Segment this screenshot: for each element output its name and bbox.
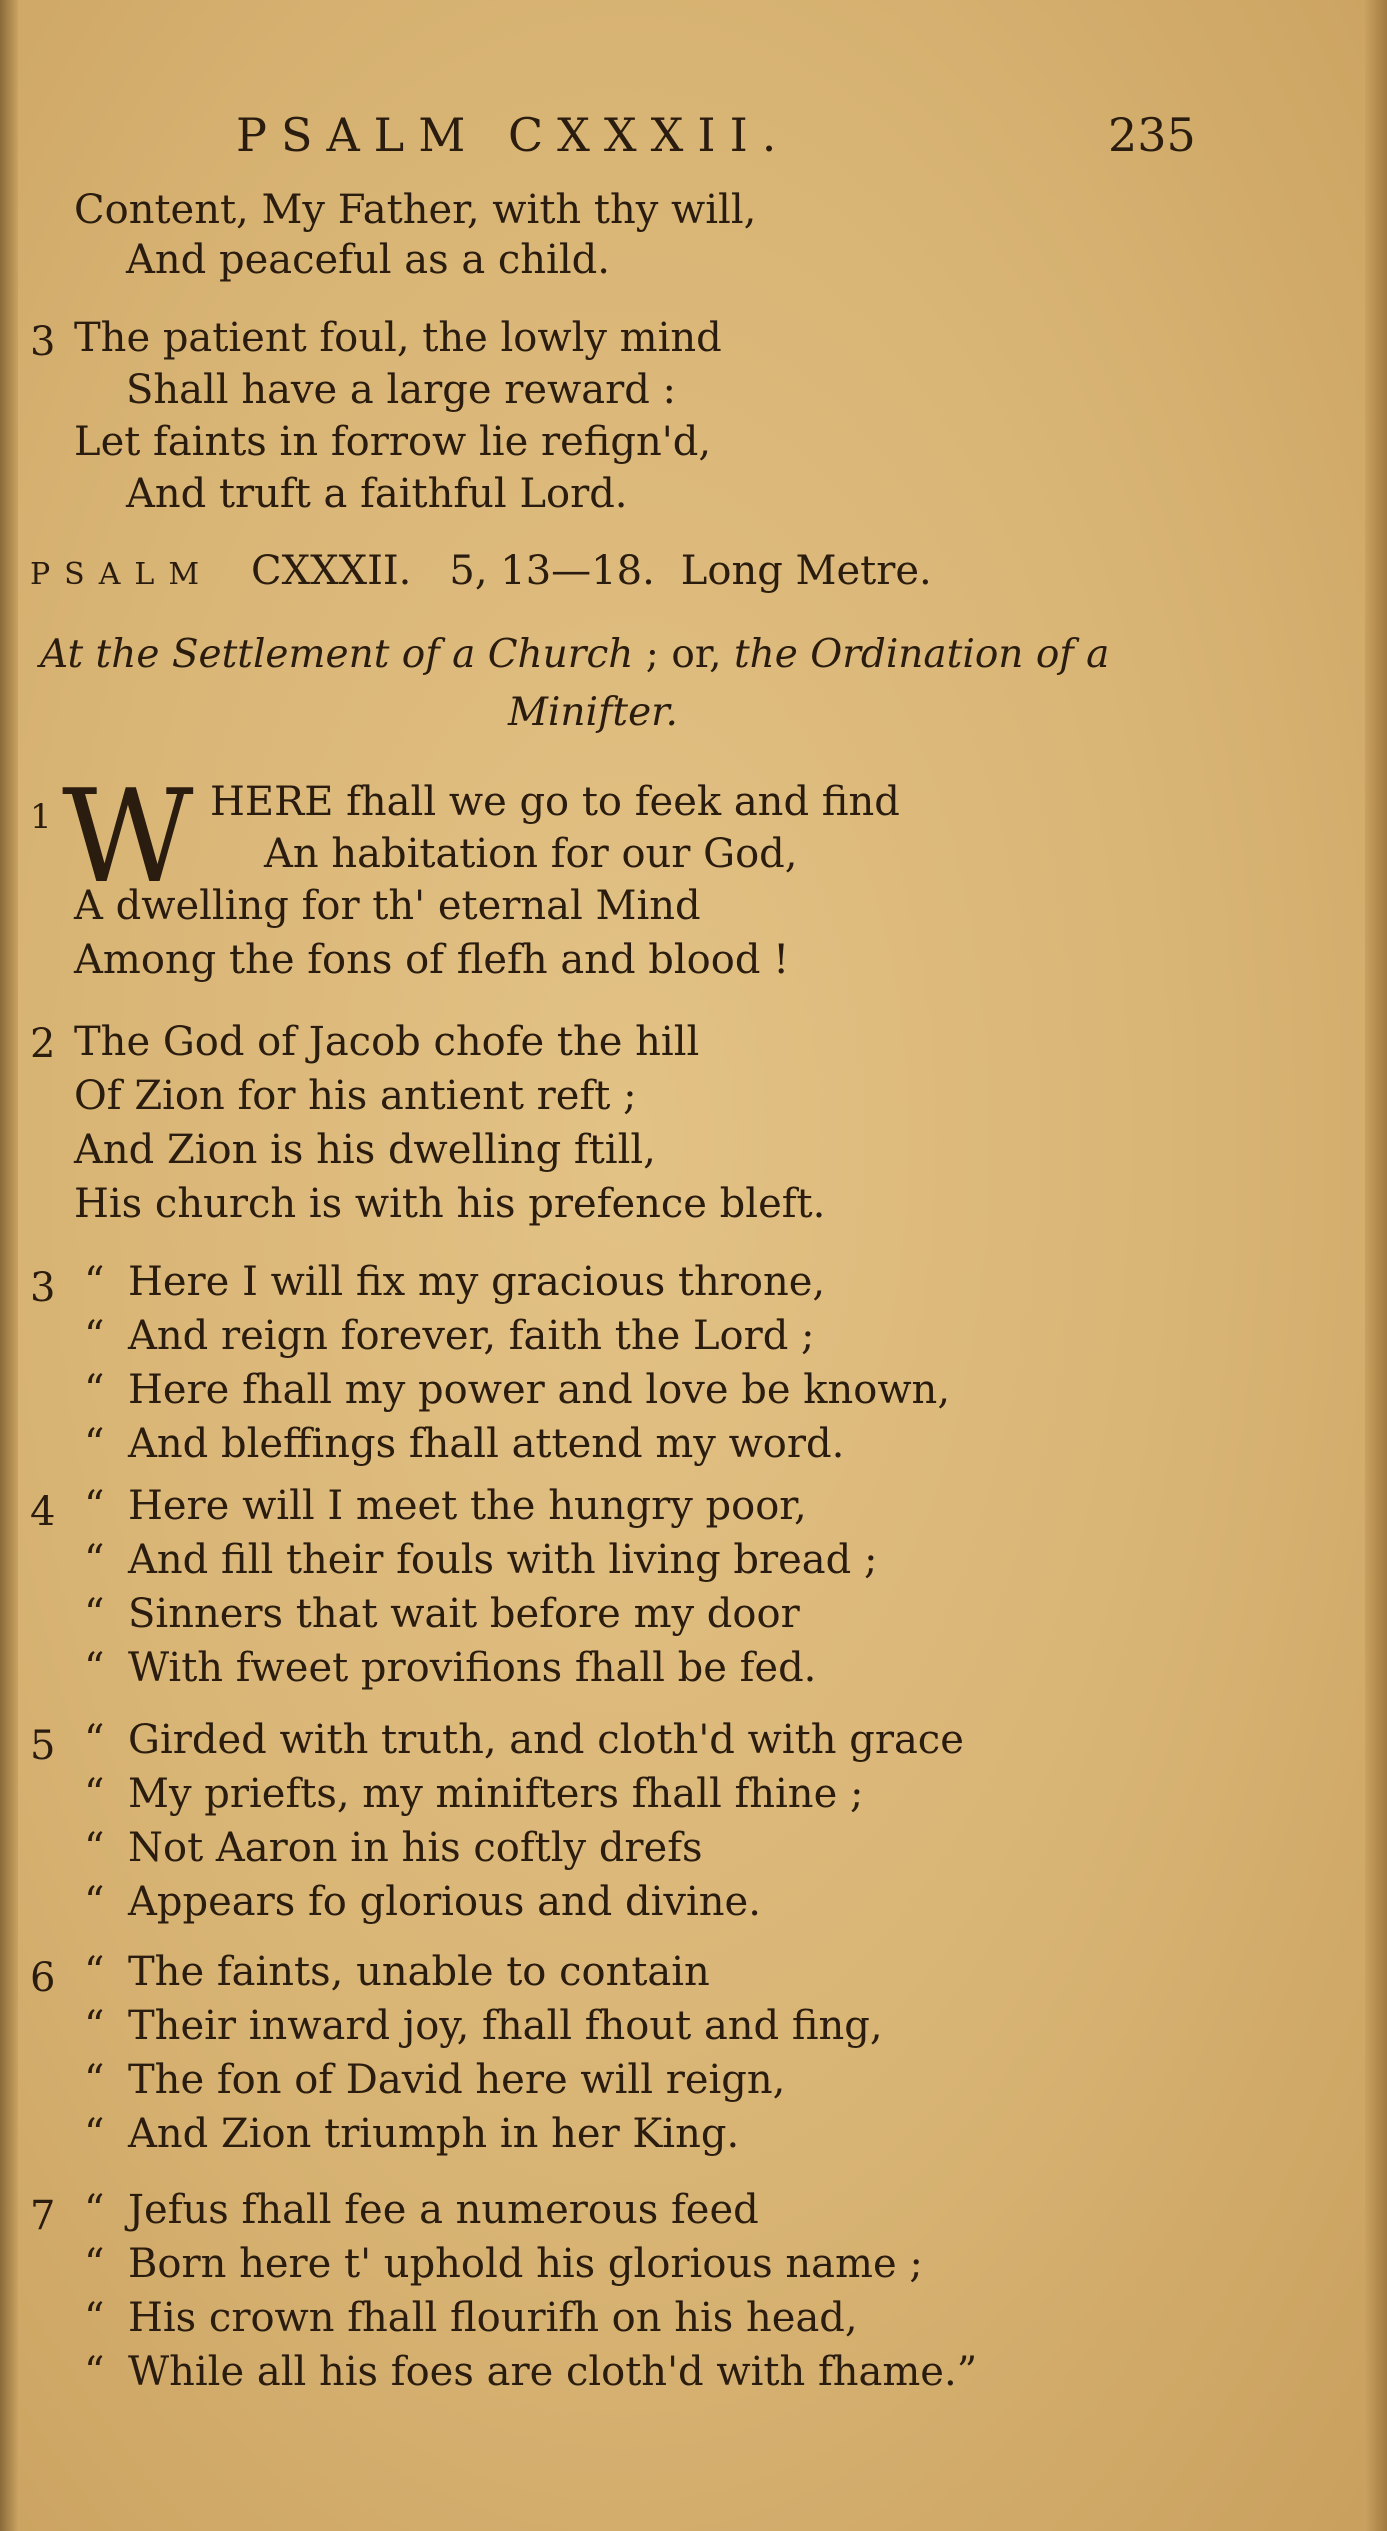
- open-quote: “: [84, 1771, 105, 1817]
- occasion-line-2: Minifter.: [508, 690, 678, 735]
- occasion-line-1: [40, 632, 1109, 677]
- stanza-4-line-4: “ With fweet provifions fhall be fed.: [84, 1645, 817, 1691]
- open-quote: “: [84, 2003, 105, 2049]
- open-quote: “: [84, 1259, 105, 1305]
- stanza-2-line-3: And Zion is his dwelling ftill,: [74, 1127, 656, 1173]
- open-quote: “: [84, 1645, 105, 1691]
- stanza-5-line-4: “ Appears fo glorious and divine.: [84, 1879, 761, 1925]
- stanza-7-line-3: “ His crown fhall flourifh on his head,: [84, 2295, 858, 2341]
- stanza-7-line-4: “ While all his foes are cloth'd with fhame.”: [84, 2349, 978, 2395]
- open-quote: “: [84, 1591, 105, 1637]
- stanza-6-line-3: “ The fon of David here will reign,: [84, 2057, 786, 2103]
- stanza-2-line-2: Of Zion for his antient reft ;: [74, 1073, 637, 1119]
- stanza-1-line-2: An habitation for our God,: [264, 831, 798, 877]
- running-title: PSALM CXXXII.: [236, 108, 791, 162]
- open-quote: “: [84, 1949, 105, 1995]
- verse-number: 1: [30, 797, 52, 837]
- stanza-1-line-3: A dwelling for th' eternal Mind: [74, 883, 701, 929]
- verse-number: 4: [30, 1489, 56, 1535]
- open-quote: “: [84, 2349, 105, 2395]
- open-quote: “: [84, 2295, 105, 2341]
- stanza-3-line-4: “ And bleffings fhall attend my word.: [84, 1421, 845, 1467]
- page-gutter: [0, 0, 18, 2531]
- verse-number: 2: [30, 1021, 56, 1067]
- stanza-3-line-3: “ Here fhall my power and love be known,: [84, 1367, 951, 1413]
- stanza-6-line-1: “ The faints, unable to contain: [84, 1949, 710, 1995]
- stanza-1-line-4: Among the fons of flefh and blood !: [74, 937, 790, 983]
- stanza-4-line-2: “ And fill their fouls with living bread ;: [84, 1537, 878, 1583]
- stanza-5-line-1: “ Girded with truth, and cloth'd with grace: [84, 1717, 964, 1763]
- open-quote: “: [84, 2057, 105, 2103]
- psalm-word: PSALM: [30, 557, 214, 592]
- prev-stanza3-line-4: And truft a faithful Lord.: [126, 471, 628, 517]
- stanza-5-line-2: “ My priefts, my minifters fhall fhine ;: [84, 1771, 864, 1817]
- open-quote: “: [84, 1313, 105, 1359]
- open-quote: “: [84, 1717, 105, 1763]
- stanza-2-line-4: His church is with his prefence bleft.: [74, 1181, 826, 1227]
- occasion-part-a: At the Settlement of a Church: [40, 632, 634, 677]
- open-quote: “: [84, 1367, 105, 1413]
- stanza-4-line-1: “ Here will I meet the hungry poor,: [84, 1483, 807, 1529]
- open-quote: “: [84, 2111, 105, 2157]
- verse-number: 6: [30, 1955, 56, 2001]
- verse-number: 3: [30, 319, 56, 365]
- prev-psalm-line-1: Content, My Father, with thy will,: [74, 187, 757, 233]
- stanza-4-line-3: “ Sinners that wait before my door: [84, 1591, 800, 1637]
- psalm-verses: 5, 13—18.: [449, 548, 655, 594]
- drop-cap: W: [62, 763, 194, 912]
- verse-number: 7: [30, 2193, 56, 2239]
- psalm-heading: [30, 548, 932, 594]
- prev-psalm-line-2: And peaceful as a child.: [126, 237, 610, 283]
- stanza-3-line-1: “ Here I will fix my gracious throne,: [84, 1259, 826, 1305]
- stanza-7-line-2: “ Born here t' uphold his glorious name ;: [84, 2241, 923, 2287]
- verse-number: 5: [30, 1723, 56, 1769]
- open-quote: “: [84, 2241, 105, 2287]
- stanza-5-line-3: “ Not Aaron in his coftly drefs: [84, 1825, 703, 1871]
- open-quote: “: [84, 1825, 105, 1871]
- psalm-metre: Long Metre.: [680, 548, 932, 594]
- stanza-7-line-1: “ Jefus fhall fee a numerous feed: [84, 2187, 759, 2233]
- occasion-part-b: the Ordination of a: [733, 632, 1110, 677]
- open-quote: “: [84, 1537, 105, 1583]
- page-edge: [1365, 0, 1387, 2531]
- stanza-6-line-2: “ Their inward joy, fhall fhout and fing,: [84, 2003, 883, 2049]
- prev-stanza3-line-3: Let faints in forrow lie refign'd,: [74, 419, 712, 465]
- open-quote: “: [84, 1483, 105, 1529]
- open-quote: “: [84, 1421, 105, 1467]
- stanza-6-line-4: “ And Zion triumph in her King.: [84, 2111, 740, 2157]
- psalm-number: CXXXII.: [251, 548, 412, 594]
- open-quote: “: [84, 1879, 105, 1925]
- occasion-separator: ; or,: [633, 632, 734, 677]
- prev-stanza3-line-1: The patient foul, the lowly mind: [74, 315, 722, 361]
- verse-number: 3: [30, 1265, 56, 1311]
- stanza-3-line-2: “ And reign forever, faith the Lord ;: [84, 1313, 815, 1359]
- stanza-1-line-1: HERE fhall we go to feek and find: [210, 779, 900, 825]
- stanza-2-line-1: The God of Jacob chofe the hill: [74, 1019, 700, 1065]
- open-quote: “: [84, 2187, 105, 2233]
- prev-stanza3-line-2: Shall have a large reward :: [126, 367, 677, 413]
- page-number: 235: [1108, 108, 1196, 162]
